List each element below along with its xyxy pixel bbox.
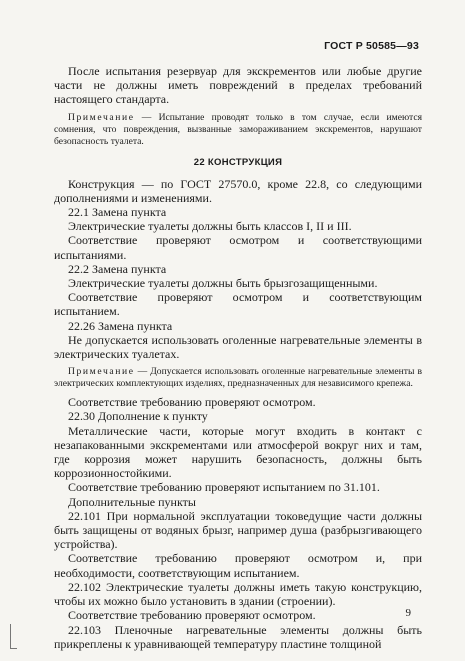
paragraph-check-3: Соответствие требованию проверяют осмотром. [68,395,316,410]
clause-22-103: 22.103 Пленочные нагревательные элементы должны быть прикреплены к уравнивающей температуру пластине толщиной [54,622,422,651]
paragraph-check-5: Соответствие требованию проверяют осмотром и, при необходимости, соответствующим испытанием. [54,551,422,580]
paragraph-splash-proof: Электрические туалеты должны быть брызгозащищенными. [68,276,378,291]
paragraph-check-6: Соответствие требованию проверяют осмотром. [68,608,316,623]
paragraph-metal-parts: Металлические части, которые могут входить в контакт с незапакованными экскрементами или атмосферой вокруг них и там, где коррозия может нарушить безопасность, должны быть коррозионностойкими. [54,423,422,481]
paragraph-check-1: Соответствие проверяют осмотром и соответствующими испытаниями. [54,233,422,262]
clause-22-102: 22.102 Электрические туалеты должны иметь такую конструкцию, чтобы их можно было установить в здании (строении). [54,579,422,609]
paragraph-classes: Электрические туалеты должны быть классов I, II и III. [68,219,352,234]
clause-22-26: 22.26 Замена пункта [68,318,173,333]
paragraph-construction: Конструкция — по ГОСТ 27570.0, кроме 22.8, со следующими дополнениями и изменениями. [54,176,422,205]
paragraph-bare-elements: Не допускается использовать оголенные нагревательные элементы в электрических туалетах. [54,332,422,362]
document-header: ГОСТ Р 50585—93 [324,40,419,52]
section-title: 22 КОНСТРУКЦИЯ [193,156,283,168]
note-label: Примечание [68,111,135,123]
paragraph-after-test: После испытания резервуар для экскрементов или любые другие части не должны иметь повреждений в пределах требований настоящего стандарта. [54,64,422,107]
clause-22-101: 22.101 При нормальной эксплуатации токоведущие части должны быть защищены от водяных брызг, например душа (разбрызгивающего устройства). [54,508,422,552]
clause-22-1: 22.1 Замена пункта [68,205,167,220]
clause-22-2: 22.2 Замена пункта [68,261,167,276]
page-number: 9 [405,607,411,619]
paragraph-check-2: Соответствие проверяют осмотром и соответствующим испытанием. [54,290,422,319]
paragraph-check-4: Соответствие требованию проверяют испытанием по 31.101. [68,480,380,495]
note-freezing [54,112,422,148]
clause-22-30: 22.30 Дополнение к пункту [68,409,208,424]
note-text: — Испытание проводят только в том случае, если имеются сомнения, что повреждения, вызванные замораживанием экскрементов, нарушают безопасность туалета. [54,111,422,147]
additional-clauses-heading: Дополнительные пункты [68,494,196,509]
note-text: — Допускается использовать оголенные нагревательные элементы в электрических комплектующих изделиях, предназначенных для независимого крепежа. [54,366,422,390]
note-components [54,366,422,390]
note-label: Примечание [68,366,135,378]
document-body [54,64,422,651]
scan-corner-mark [10,624,17,649]
